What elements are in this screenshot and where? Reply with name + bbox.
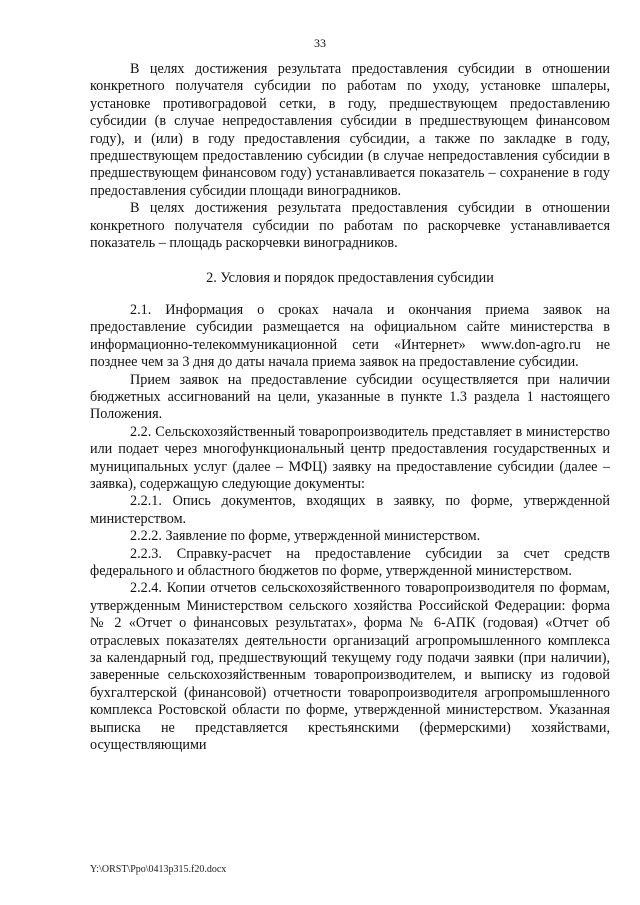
page-number: 33	[314, 36, 326, 50]
document-body	[90, 61, 610, 754]
footer-file-path: Y:\ORST\Ppo\0413p315.f20.docx	[90, 864, 227, 875]
paragraph-2-2-2: 2.2.2. Заявление по форме, утвержденной министерством.	[130, 528, 481, 545]
paragraph-target-indicator-uprooting: В целях достижения результата предоставления субсидии в отношении конкретного получателя субсидии по работам по раскорчевке устанавливается показатель – площадь раскорчевки виноградников.	[90, 200, 610, 252]
paragraph-applications-reception: Прием заявок на предоставление субсидии осуществляется при наличии бюджетных ассигнований на цели, указанные в пункте 1.3 раздела 1 настоящего Положения.	[90, 371, 610, 423]
paragraph-target-indicator-care: В целях достижения результата предоставления субсидии в отношении конкретного получателя субсидии по работам по уходу, установке шпалеры, установке противоградовой сетки, в году, предшествующем предоставлению субсидии (в случае непредоставления субсидии в предшествующем финансовом году), и (или) в году предоставления субсидии, а также по закладке в году, предшествующем предоставлению субсидии (в случае непредоставления субсидии в предшествующем финансовом году) устанавливается показатель – сохранение в году предоставления субсидии площади виноградников.	[90, 61, 610, 199]
paragraph-2-1: 2.1. Информация о сроках начала и окончания приема заявок на предоставление субсидии размещается на официальном сайте министерства в информационно-телекоммуникационной сети «Интернет» www.don-agro.ru не позднее чем за 3 дня до даты начала приема заявок на предоставление субсидии.	[90, 301, 610, 371]
paragraph-2-2-1: 2.2.1. Опись документов, входящих в заявку, по форме, утвержденной министерством.	[90, 493, 610, 527]
paragraph-2-2-3: 2.2.3. Справку-расчет на предоставление субсидии за счет средств федерального и областного бюджетов по форме, утвержденной министерством.	[90, 545, 610, 579]
section-heading: 2. Условия и порядок предоставления субсидии	[206, 270, 494, 287]
paragraph-2-2: 2.2. Сельскохозяйственный товаропроизводитель представляет в министерство или подает через многофункциональный центр предоставления государственных и муниципальных услуг (далее – МФЦ) заявку на предоставление субсидии (далее – заявка), содержащую следующие документы:	[90, 423, 610, 492]
paragraph-2-2-4: 2.2.4. Копии отчетов сельскохозяйственного товаропроизводителя по формам, утвержденным Министерством сельского хозяйства Российской Федерации: форма № 2 «Отчет о финансовых результатах», форма № 6-АПК (годовая) «Отчет об отраслевых показателях деятельности организаций агропромышленного комплекса за календарный год, предшествующий текущему году подачи заявки (при наличии), заверенные сельскохозяйственным товаропроизводителем, и выписку из годовой бухгалтерской (финансовой) отчетности товаропроизводителя агропромышленного комплекса Ростовской области по форме, утвержденной министерством. Указанная выписка не представляется крестьянскими (фермерскими) хозяйствами, осуществляющими	[90, 580, 610, 754]
